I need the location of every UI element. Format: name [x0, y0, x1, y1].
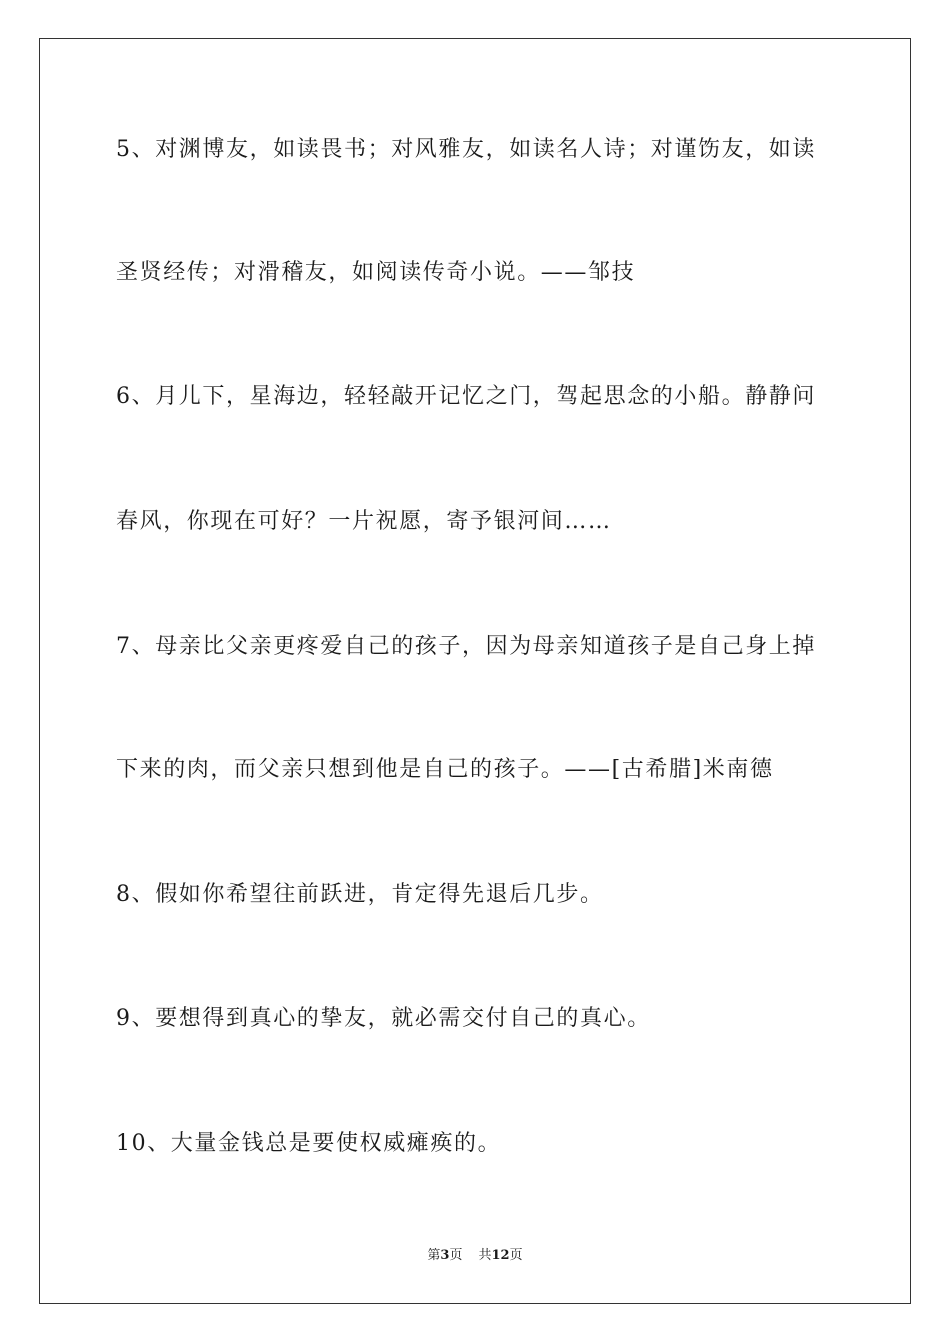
- text-line: 下来的肉，而父亲只想到他是自己的孩子。——[古希腊]米南德: [116, 757, 774, 782]
- text-line: 5、对渊博友，如读畏书；对风雅友，如读名人诗；对谨饬友，如读: [116, 137, 816, 162]
- text-line: 6、月儿下，星海边，轻轻敲开记忆之门，驾起思念的小船。静静问: [116, 384, 816, 409]
- page-suffix: 页: [449, 1248, 463, 1263]
- text-line: 9、要想得到真心的挚友，就必需交付自己的真心。: [116, 1006, 651, 1031]
- text-line: 8、假如你希望往前跃进，肯定得先退后几步。: [116, 882, 604, 907]
- page-prefix: 第: [427, 1248, 441, 1263]
- page-number: 3: [440, 1248, 450, 1263]
- page-footer: [0, 1247, 950, 1265]
- total-suffix: 页: [509, 1248, 523, 1263]
- total-prefix: 共: [478, 1248, 492, 1263]
- page-frame: [39, 38, 911, 1304]
- text-line: 圣贤经传；对滑稽友，如阅读传奇小说。——邹技: [116, 260, 636, 285]
- text-line: 10、大量金钱总是要使权威瘫痪的。: [116, 1131, 502, 1156]
- text-line: 7、母亲比父亲更疼爱自己的孩子，因为母亲知道孩子是自己身上掉: [116, 634, 816, 659]
- text-line: 春风，你现在可好？一片祝愿，寄予银河间……: [116, 509, 612, 534]
- total-pages: 12: [491, 1248, 510, 1263]
